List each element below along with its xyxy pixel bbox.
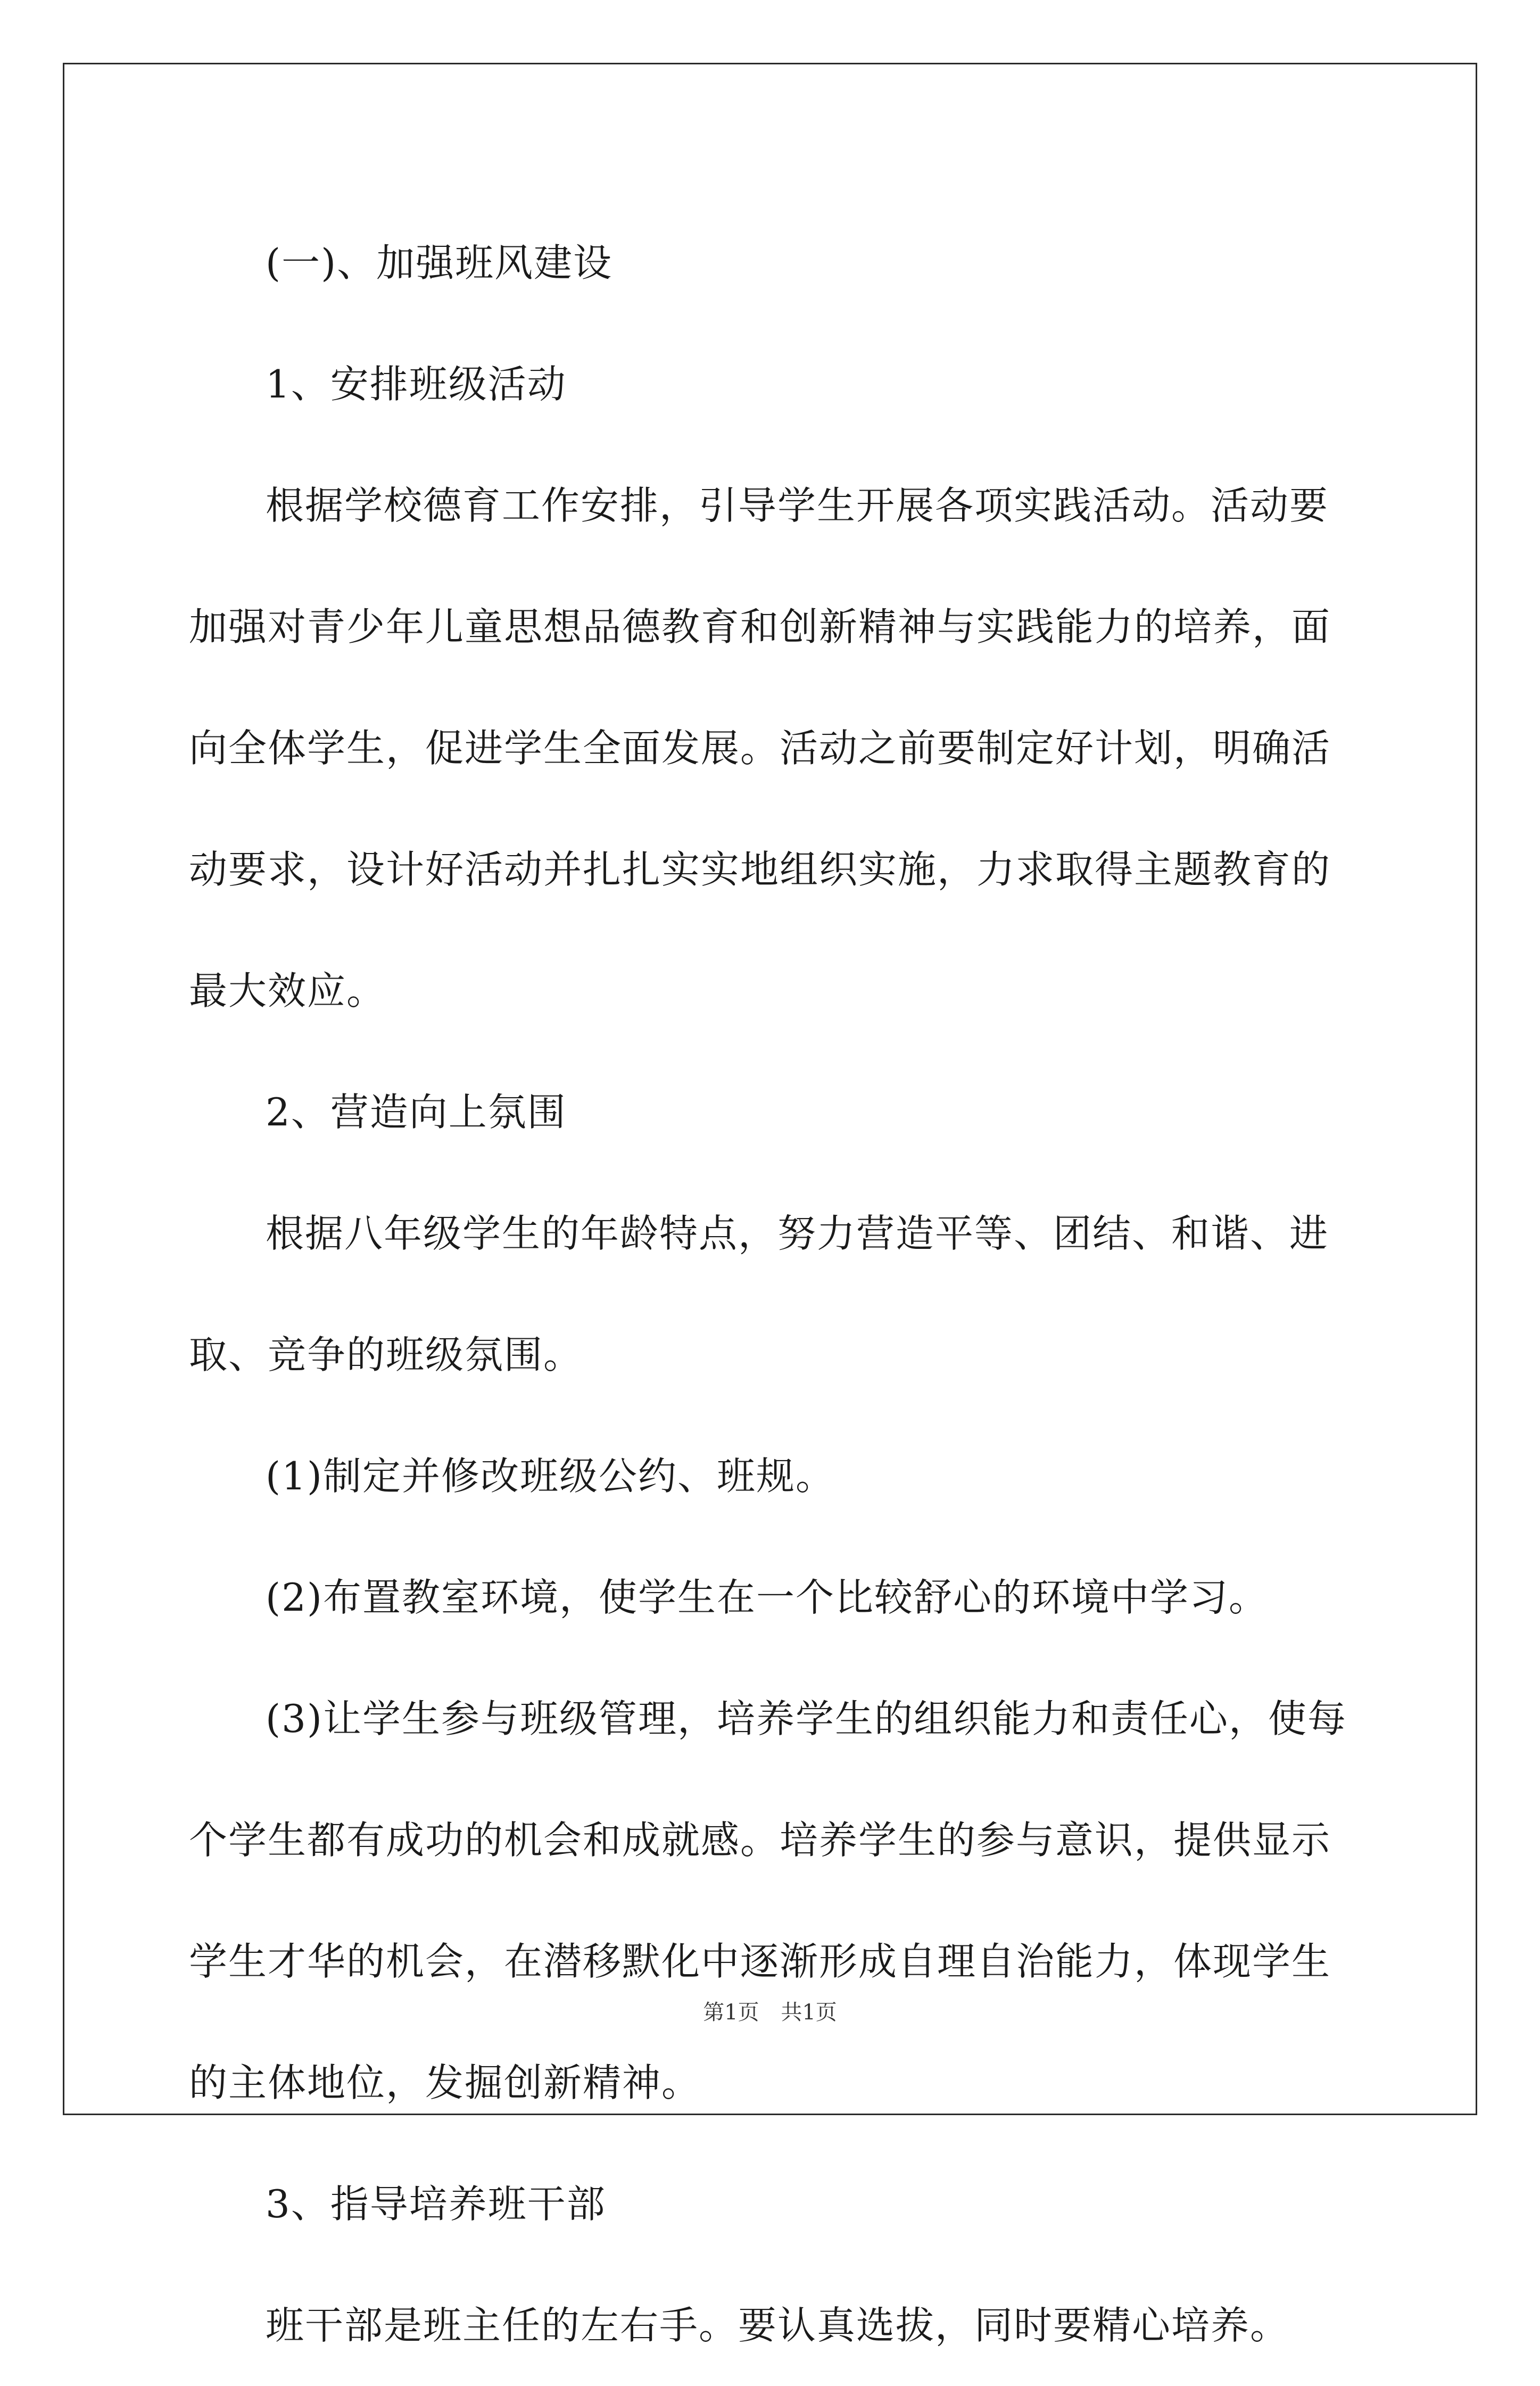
document-body (189, 202, 1360, 2386)
list-item: (3)让学生参与班级管理，培养学生的组织能力和责任心，使每个学生都有成功的机会和成就感。培养学生的参与意识，提供显示学生才华的机会，在潜移默化中逐渐形成自理自治能力，体现学生的主体地位，发掘创新精神。 (189, 1696, 1347, 2105)
list-item: (1)制定并修改班级公约、班规。 (266, 1454, 835, 1498)
subsection-heading: 2、营造向上氛围 (266, 1090, 567, 1134)
list-item: (2)布置教室环境，使学生在一个比较舒心的环境中学习。 (266, 1575, 1268, 1620)
subsection-heading: 1、安排班级活动 (266, 362, 567, 407)
section-heading: (一)、加强班风建设 (266, 241, 613, 285)
body-paragraph: 班干部是班主任的左右手。要认真选拔，同时要精心培养。 (266, 2303, 1290, 2348)
body-paragraph: 根据八年级学生的年龄特点，努力营造平等、团结、和谐、进取、竞争的班级氛围。 (189, 1211, 1329, 1377)
page-number-current: 第1页 (703, 2000, 759, 2025)
body-paragraph: 根据学校德育工作安排，引导学生开展各项实践活动。活动要加强对青少年儿童思想品德教育和创新精神与实践能力的培养，面向全体学生，促进学生全面发展。活动之前要制定好计划，明确活动要求，设计好活动并扎扎实实地组织实施，力求取得主题教育的最大效应。 (189, 483, 1331, 1013)
page-number-total: 共1页 (781, 2000, 837, 2025)
page-footer (0, 1995, 1540, 2026)
subsection-heading: 3、指导培养班干部 (266, 2182, 606, 2226)
